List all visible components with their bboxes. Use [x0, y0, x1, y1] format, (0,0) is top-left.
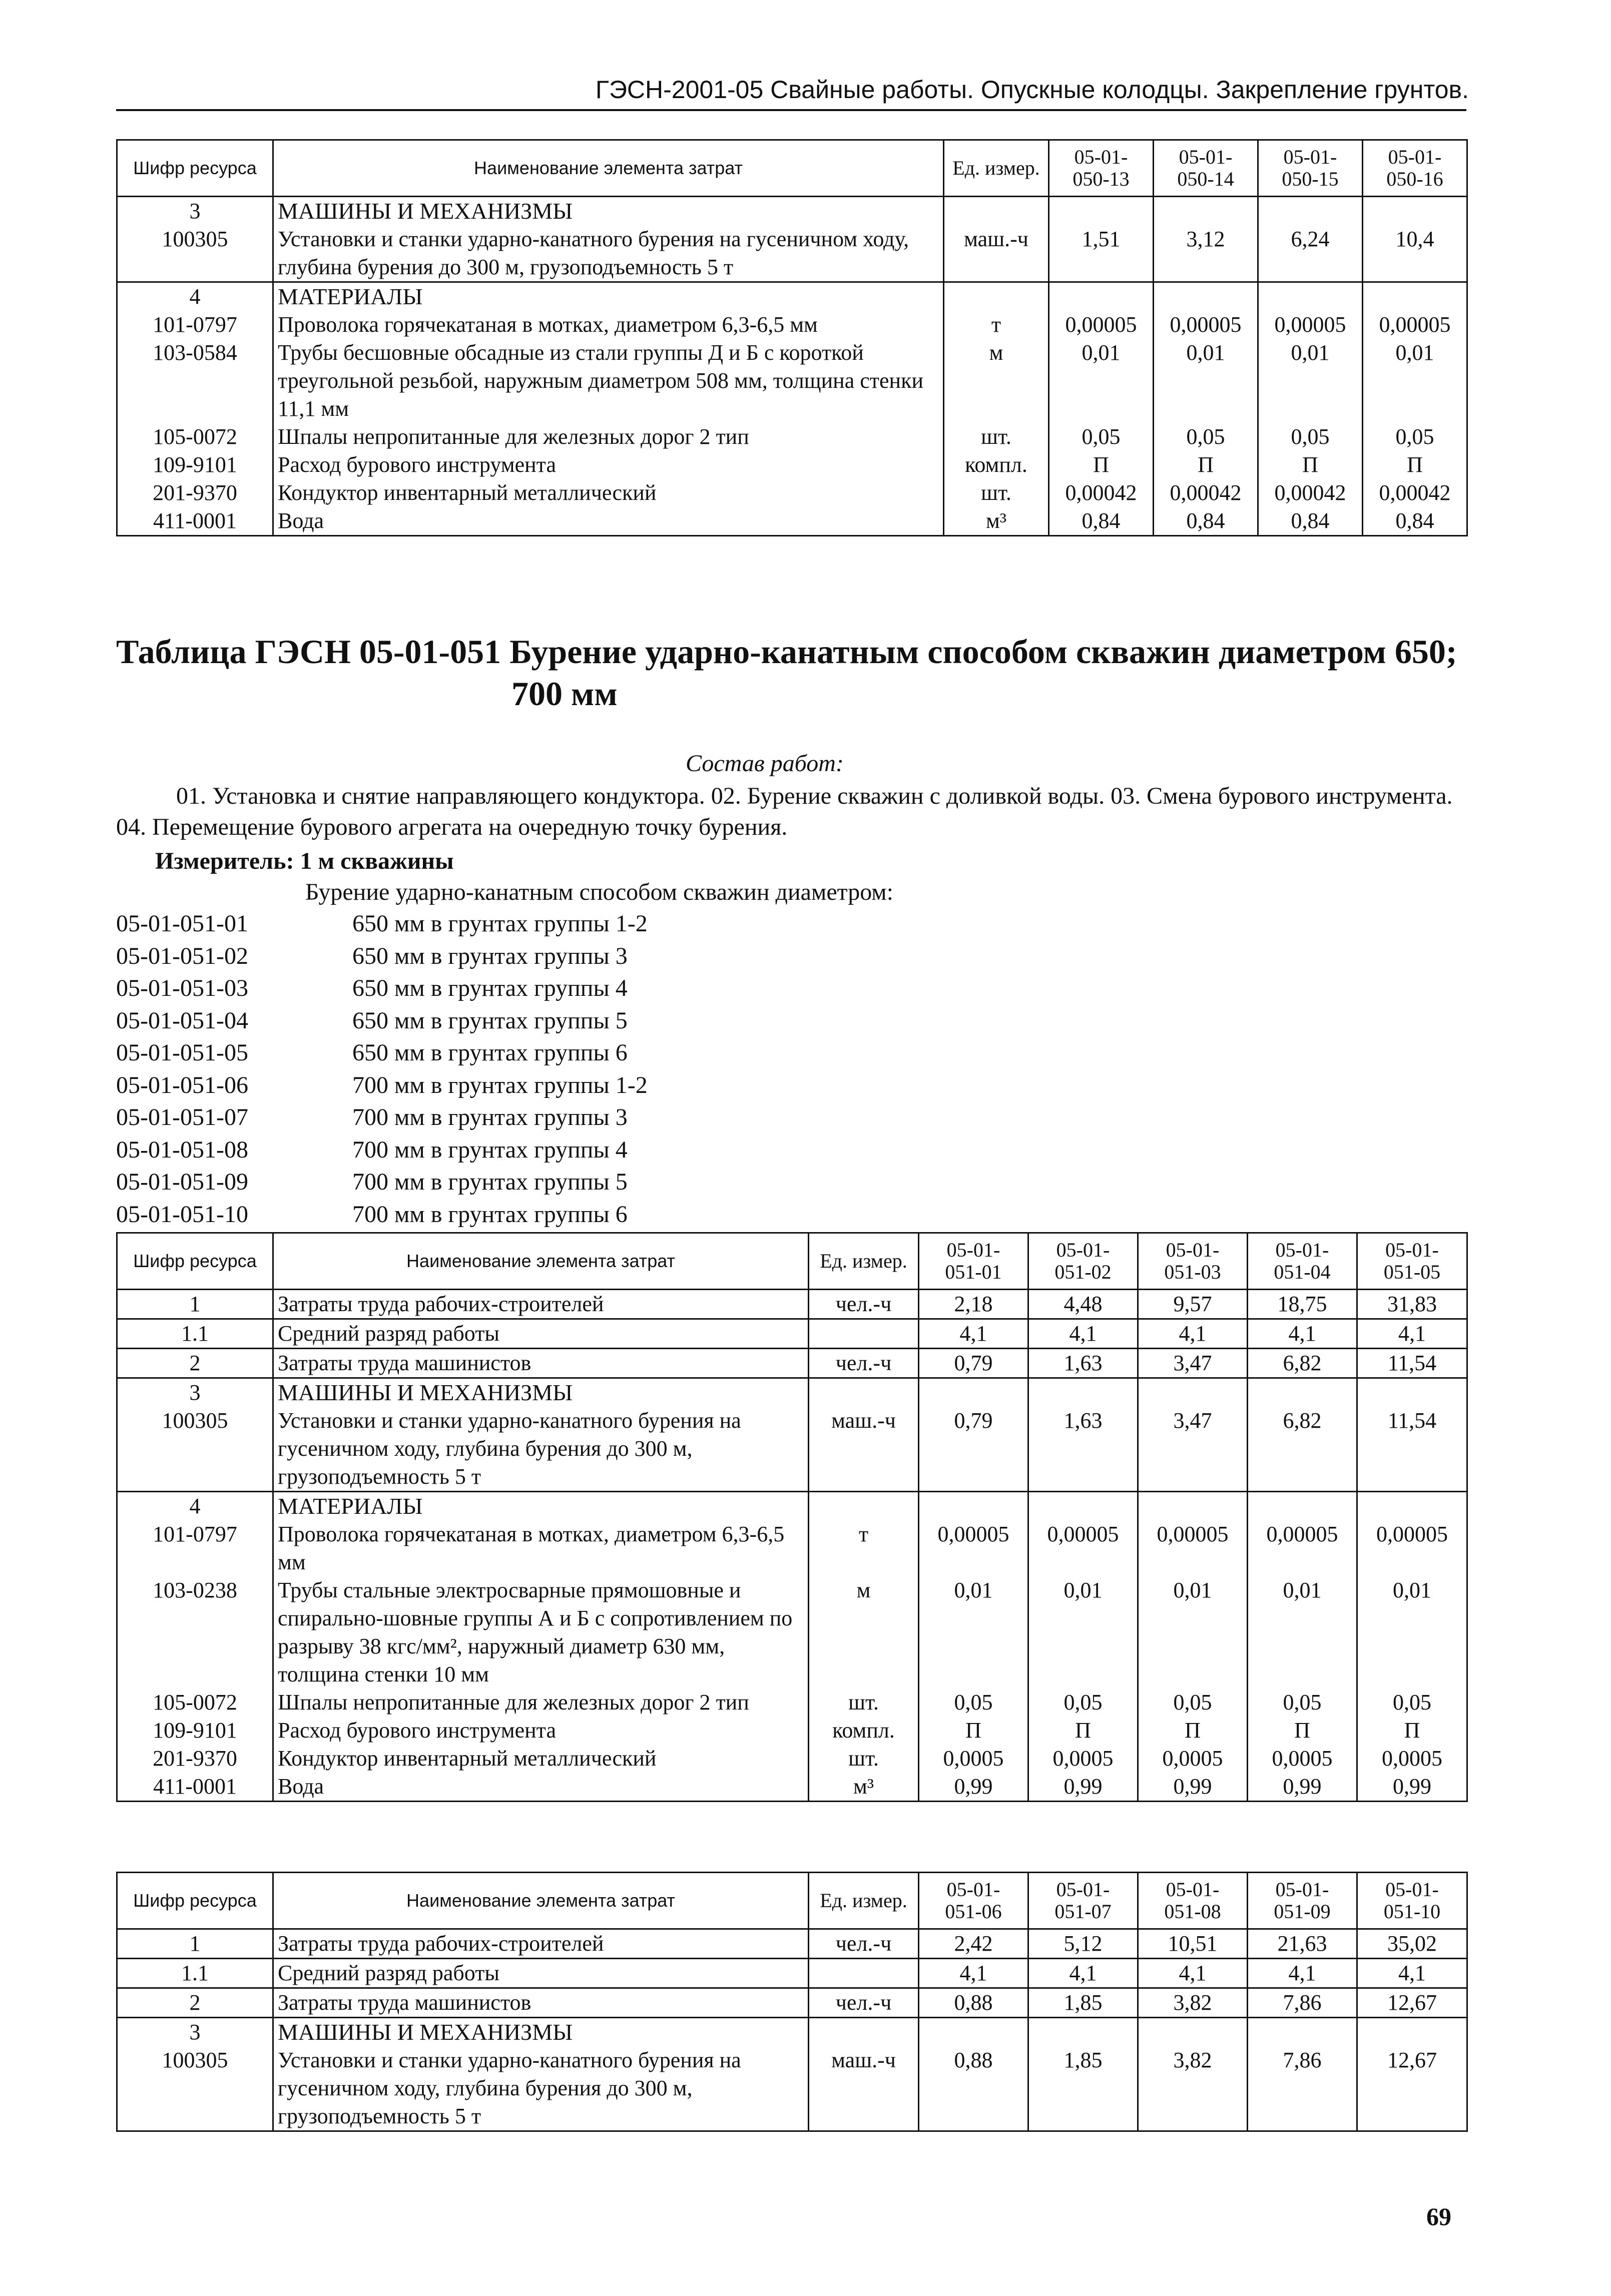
column-header: 05-01- 050-13: [1049, 140, 1154, 197]
resource-code: 100305: [117, 225, 273, 282]
resource-name: Затраты труда машинистов: [273, 1349, 809, 1378]
empty-cell: [1138, 2018, 1248, 2047]
norm-description: 700 мм в грунтах группы 6: [352, 1201, 628, 1228]
resource-name: Расход бурового инструмента: [273, 1716, 809, 1745]
value-cell: 0,0005: [919, 1745, 1028, 1773]
value-cell: 0,79: [919, 1349, 1028, 1378]
value-cell: 0,0005: [1138, 1745, 1248, 1773]
value-cell: 2,42: [919, 1929, 1028, 1959]
column-header: 05-01- 051-01: [919, 1233, 1028, 1290]
value-cell: 0,01: [1138, 1576, 1248, 1688]
value-cell: 1,85: [1028, 1988, 1138, 2018]
value-cell: 0,05: [1154, 423, 1258, 451]
resource-name: Проволока горячекатаная в мотках, диаметром 6,3-6,5 мм: [273, 1520, 809, 1576]
value-cell: 9,57: [1138, 1290, 1248, 1319]
column-header: Шифр ресурса: [117, 1233, 273, 1290]
value-cell: 4,1: [1248, 1959, 1357, 1988]
empty-cell: [1258, 197, 1363, 226]
value-cell: 0,00005: [1049, 311, 1154, 339]
empty-cell: [1357, 1492, 1467, 1521]
unit: т: [944, 311, 1049, 339]
unit: чел.-ч: [809, 1349, 919, 1378]
empty-cell: [944, 197, 1049, 226]
resource-name: Кондуктор инвентарный металлический: [273, 479, 944, 507]
value-cell: 3,47: [1138, 1349, 1248, 1378]
drilling-heading: Бурение ударно-канатным способом скважин диаметром:: [305, 879, 893, 905]
empty-cell: [919, 1492, 1028, 1521]
unit: м: [809, 1576, 919, 1688]
value-cell: 0,01: [1248, 1576, 1357, 1688]
value-cell: 0,05: [1028, 1688, 1138, 1716]
column-header: 05-01- 050-16: [1363, 140, 1467, 197]
table-row: [117, 451, 1467, 479]
resource-code: 1.1: [117, 1959, 273, 1988]
value-cell: 12,67: [1357, 2046, 1467, 2131]
norm-code: 05-01-051-05: [116, 1039, 248, 1066]
value-cell: 0,01: [919, 1576, 1028, 1688]
column-header: 05-01- 051-10: [1357, 1873, 1467, 1929]
norm-code: 05-01-051-10: [116, 1201, 248, 1228]
value-cell: 4,1: [1138, 1959, 1248, 1988]
table-row: [117, 1290, 1467, 1319]
table-header-row: [117, 140, 1467, 197]
value-cell: 4,1: [1028, 1319, 1138, 1349]
unit: шт.: [809, 1745, 919, 1773]
unit: маш.-ч: [944, 225, 1049, 282]
empty-cell: [1357, 2018, 1467, 2047]
unit: шт.: [944, 423, 1049, 451]
value-cell: 0,01: [1357, 1576, 1467, 1688]
table-row: [117, 1576, 1467, 1688]
value-cell: 0,84: [1154, 507, 1258, 536]
value-cell: 4,1: [1248, 1319, 1357, 1349]
section-title: МАШИНЫ И МЕХАНИЗМЫ: [273, 197, 944, 226]
value-cell: П: [1049, 451, 1154, 479]
value-cell: 0,05: [1248, 1688, 1357, 1716]
resource-code: 101-0797: [117, 311, 273, 339]
value-cell: 5,12: [1028, 1929, 1138, 1959]
table-row: [117, 1716, 1467, 1745]
resource-code: 105-0072: [117, 423, 273, 451]
value-cell: 1,63: [1028, 1407, 1138, 1492]
value-cell: 0,99: [1248, 1773, 1357, 1802]
value-cell: 0,84: [1049, 507, 1154, 536]
resource-name: Установки и станки ударно-канатного бурения на гусеничном ходу, глубина бурения до 300 м, грузоподъемность 5 т: [273, 1407, 809, 1492]
empty-cell: [1138, 1378, 1248, 1407]
section-row: [117, 1492, 1467, 1521]
resource-code: 2: [117, 1988, 273, 2018]
column-header: 05-01- 051-09: [1248, 1873, 1357, 1929]
table-title-line1: Таблица ГЭСН 05-01-051 Бурение ударно-канатным способом скважин диаметром 650;: [116, 633, 1457, 671]
table-row: [117, 1688, 1467, 1716]
column-header: 05-01- 051-07: [1028, 1873, 1138, 1929]
value-cell: 1,63: [1028, 1349, 1138, 1378]
norm-list: [116, 908, 648, 1231]
empty-cell: [809, 1378, 919, 1407]
norm-item: [116, 940, 648, 973]
value-cell: 18,75: [1248, 1290, 1357, 1319]
resource-code: 105-0072: [117, 1688, 273, 1716]
column-header: 05-01- 051-03: [1138, 1233, 1248, 1290]
value-cell: 0,01: [1258, 339, 1363, 423]
value-cell: 35,02: [1357, 1929, 1467, 1959]
resource-code: 201-9370: [117, 479, 273, 507]
unit: маш.-ч: [809, 2046, 919, 2131]
value-cell: 4,1: [1357, 1959, 1467, 1988]
value-cell: П: [919, 1716, 1028, 1745]
resource-name: Затраты труда рабочих-строителей: [273, 1929, 809, 1959]
value-cell: П: [1248, 1716, 1357, 1745]
empty-cell: [944, 282, 1049, 311]
column-header: 05-01- 051-05: [1357, 1233, 1467, 1290]
empty-cell: [1028, 1492, 1138, 1521]
norm-item: [116, 1199, 648, 1231]
value-cell: 3,82: [1138, 1988, 1248, 2018]
running-header: ГЭСН-2001-05 Свайные работы. Опускные колодцы. Закрепление грунтов.: [595, 76, 1469, 104]
resource-code: 201-9370: [117, 1745, 273, 1773]
value-cell: 0,05: [1357, 1688, 1467, 1716]
resource-code: 100305: [117, 2046, 273, 2131]
value-cell: 0,84: [1363, 507, 1467, 536]
table-row: [117, 1745, 1467, 1773]
column-header: Наименование элемента затрат: [273, 1873, 809, 1929]
resource-name: Шпалы непропитанные для железных дорог 2 тип: [273, 1688, 809, 1716]
value-cell: 0,00005: [1258, 311, 1363, 339]
empty-cell: [1049, 282, 1154, 311]
norm-item: [116, 908, 648, 940]
table-row: [117, 507, 1467, 536]
value-cell: 0,00042: [1154, 479, 1258, 507]
value-cell: 0,00005: [1363, 311, 1467, 339]
norm-code: 05-01-051-07: [116, 1104, 248, 1130]
norm-code: 05-01-051-03: [116, 975, 248, 1001]
resource-code: 4: [117, 282, 273, 311]
value-cell: 0,00042: [1363, 479, 1467, 507]
resource-code: 2: [117, 1349, 273, 1378]
norm-item: [116, 1166, 648, 1199]
value-cell: 6,82: [1248, 1407, 1357, 1492]
unit: шт.: [944, 479, 1049, 507]
norm-code: 05-01-051-09: [116, 1169, 248, 1195]
composition-heading: Состав работ:: [686, 750, 844, 777]
value-cell: 0,99: [919, 1773, 1028, 1802]
value-cell: 6,24: [1258, 225, 1363, 282]
norm-item: [116, 1005, 648, 1037]
value-cell: 4,1: [919, 1959, 1028, 1988]
empty-cell: [1248, 1378, 1357, 1407]
value-cell: 3,82: [1138, 2046, 1248, 2131]
norm-item: [116, 1037, 648, 1069]
unit: [809, 1319, 919, 1349]
value-cell: 11,54: [1357, 1407, 1467, 1492]
norm-description: 650 мм в грунтах группы 6: [352, 1039, 628, 1066]
value-cell: 0,01: [1154, 339, 1258, 423]
empty-cell: [1154, 197, 1258, 226]
value-cell: 21,63: [1248, 1929, 1357, 1959]
value-cell: 0,01: [1049, 339, 1154, 423]
norm-code: 05-01-051-08: [116, 1136, 248, 1163]
value-cell: 4,1: [919, 1319, 1028, 1349]
table-row: [117, 1520, 1467, 1576]
resource-code: 103-0584: [117, 339, 273, 423]
resource-code: 1.1: [117, 1319, 273, 1349]
page-number: 69: [1426, 2202, 1451, 2230]
norm-description: 700 мм в грунтах группы 1-2: [352, 1071, 648, 1098]
value-cell: 6,82: [1248, 1349, 1357, 1378]
norm-description: 700 мм в грунтах группы 4: [352, 1136, 628, 1163]
unit: чел.-ч: [809, 1988, 919, 2018]
resource-code: 1: [117, 1929, 273, 1959]
section-row: [117, 1378, 1467, 1407]
value-cell: 7,86: [1248, 1988, 1357, 2018]
resource-name: Проволока горячекатаная в мотках, диаметром 6,3-6,5 мм: [273, 311, 944, 339]
section-row: [117, 2018, 1467, 2047]
value-cell: 0,88: [919, 1988, 1028, 2018]
composition-text: 01. Установка и снятие направляющего кондуктора. 02. Бурение скважин с доливкой воды. 03. Смена бурового инструмента. 04. Перемещение бурового агрегата на очередную точку бурения.: [116, 783, 1453, 840]
resource-table-051-a: [116, 1232, 1468, 1802]
unit: [809, 1959, 919, 1988]
resource-code: 3: [117, 197, 273, 226]
value-cell: 0,00005: [1154, 311, 1258, 339]
unit: компл.: [944, 451, 1049, 479]
table-row: [117, 225, 1467, 282]
empty-cell: [809, 2018, 919, 2047]
resource-code: 100305: [117, 1407, 273, 1492]
value-cell: П: [1138, 1716, 1248, 1745]
resource-code: 411-0001: [117, 1773, 273, 1802]
table-header-row: [117, 1873, 1467, 1929]
norm-description: 700 мм в грунтах группы 5: [352, 1169, 628, 1195]
value-cell: 0,00042: [1258, 479, 1363, 507]
column-header: 05-01- 051-02: [1028, 1233, 1138, 1290]
value-cell: 7,86: [1248, 2046, 1357, 2131]
value-cell: 0,05: [1363, 423, 1467, 451]
norm-code: 05-01-051-04: [116, 1007, 248, 1034]
norm-item: [116, 1134, 648, 1167]
value-cell: 0,00005: [919, 1520, 1028, 1576]
resource-code: 411-0001: [117, 507, 273, 536]
resource-table-050: [116, 139, 1468, 536]
value-cell: П: [1363, 451, 1467, 479]
unit: компл.: [809, 1716, 919, 1745]
empty-cell: [809, 1492, 919, 1521]
value-cell: П: [1357, 1716, 1467, 1745]
resource-name: Трубы стальные электросварные прямошовные и спирально-шовные группы А и Б с сопротивлением по разрыву 38 кгс/мм², наружный диаметр 630 мм, толщина стенки 10 мм: [273, 1576, 809, 1688]
value-cell: 0,00005: [1138, 1520, 1248, 1576]
section-title: МАШИНЫ И МЕХАНИЗМЫ: [273, 2018, 809, 2047]
column-header: Ед. измер.: [944, 140, 1049, 197]
table-row: [117, 1319, 1467, 1349]
unit: чел.-ч: [809, 1929, 919, 1959]
resource-name: Трубы бесшовные обсадные из стали группы Д и Б с короткой треугольной резьбой, наружным диаметром 508 мм, толщина стенки 11,1 мм: [273, 339, 944, 423]
table-row: [117, 1959, 1467, 1988]
column-header: 05-01- 050-15: [1258, 140, 1363, 197]
value-cell: 0,0005: [1028, 1745, 1138, 1773]
empty-cell: [1154, 282, 1258, 311]
value-cell: 0,01: [1363, 339, 1467, 423]
column-header: 05-01- 051-08: [1138, 1873, 1248, 1929]
table-title: [116, 631, 1467, 715]
resource-code: 103-0238: [117, 1576, 273, 1688]
value-cell: П: [1028, 1716, 1138, 1745]
value-cell: 11,54: [1357, 1349, 1467, 1378]
resource-name: Расход бурового инструмента: [273, 451, 944, 479]
value-cell: 4,1: [1028, 1959, 1138, 1988]
value-cell: 3,47: [1138, 1407, 1248, 1492]
value-cell: 31,83: [1357, 1290, 1467, 1319]
resource-name: Установки и станки ударно-канатного бурения на гусеничном ходу, глубина бурения до 300 м, грузоподъемность 5 т: [273, 225, 944, 282]
empty-cell: [919, 1378, 1028, 1407]
empty-cell: [1138, 1492, 1248, 1521]
table-row: [117, 1349, 1467, 1378]
resource-code: 4: [117, 1492, 273, 1521]
meter-line: Измеритель: 1 м скважины: [155, 848, 454, 874]
value-cell: 0,05: [1138, 1688, 1248, 1716]
resource-code: 3: [117, 2018, 273, 2047]
value-cell: 0,88: [919, 2046, 1028, 2131]
value-cell: 4,1: [1138, 1319, 1248, 1349]
unit: т: [809, 1520, 919, 1576]
column-header: 05-01- 050-14: [1154, 140, 1258, 197]
norm-code: 05-01-051-02: [116, 942, 248, 969]
resource-code: 109-9101: [117, 451, 273, 479]
norm-description: 650 мм в грунтах группы 3: [352, 942, 628, 969]
value-cell: 1,85: [1028, 2046, 1138, 2131]
value-cell: 0,79: [919, 1407, 1028, 1492]
column-header: Шифр ресурса: [117, 1873, 273, 1929]
value-cell: 4,48: [1028, 1290, 1138, 1319]
empty-cell: [1258, 282, 1363, 311]
value-cell: П: [1258, 451, 1363, 479]
unit: шт.: [809, 1688, 919, 1716]
value-cell: 12,67: [1357, 1988, 1467, 2018]
norm-item: [116, 1069, 648, 1102]
value-cell: 0,84: [1258, 507, 1363, 536]
value-cell: 4,1: [1357, 1319, 1467, 1349]
unit: чел.-ч: [809, 1290, 919, 1319]
value-cell: 0,05: [1049, 423, 1154, 451]
section-row: [117, 282, 1467, 311]
resource-code: 101-0797: [117, 1520, 273, 1576]
empty-cell: [1049, 197, 1154, 226]
norm-description: 650 мм в грунтах группы 1-2: [352, 910, 648, 937]
column-header: 05-01- 051-04: [1248, 1233, 1357, 1290]
column-header: 05-01- 051-06: [919, 1873, 1028, 1929]
table-row: [117, 1773, 1467, 1802]
value-cell: 0,0005: [1357, 1745, 1467, 1773]
value-cell: 0,05: [1258, 423, 1363, 451]
resource-name: Затраты труда машинистов: [273, 1988, 809, 2018]
norm-code: 05-01-051-01: [116, 910, 248, 937]
table-header-row: [117, 1233, 1467, 1290]
value-cell: 3,12: [1154, 225, 1258, 282]
resource-name: Шпалы непропитанные для железных дорог 2 тип: [273, 423, 944, 451]
table-row: [117, 339, 1467, 423]
value-cell: 0,0005: [1248, 1745, 1357, 1773]
table-row: [117, 423, 1467, 451]
resource-name: Затраты труда рабочих-строителей: [273, 1290, 809, 1319]
header-rule: [116, 109, 1466, 111]
norm-description: 700 мм в грунтах группы 3: [352, 1104, 628, 1130]
resource-code: 1: [117, 1290, 273, 1319]
value-cell: 0,00042: [1049, 479, 1154, 507]
table-row: [117, 1988, 1467, 2018]
value-cell: 0,05: [919, 1688, 1028, 1716]
column-header: Наименование элемента затрат: [273, 1233, 809, 1290]
resource-code: 109-9101: [117, 1716, 273, 1745]
resource-name: Установки и станки ударно-канатного бурения на гусеничном ходу, глубина бурения до 300 м, грузоподъемность 5 т: [273, 2046, 809, 2131]
section-title: МАТЕРИАЛЫ: [273, 282, 944, 311]
value-cell: 10,51: [1138, 1929, 1248, 1959]
resource-table-051-b: [116, 1872, 1468, 2132]
resource-name: Вода: [273, 507, 944, 536]
resource-code: 3: [117, 1378, 273, 1407]
section-title: МАТЕРИАЛЫ: [273, 1492, 809, 1521]
empty-cell: [1248, 2018, 1357, 2047]
value-cell: 0,00005: [1248, 1520, 1357, 1576]
value-cell: 0,99: [1357, 1773, 1467, 1802]
unit: м³: [809, 1773, 919, 1802]
section-row: [117, 197, 1467, 226]
value-cell: 0,99: [1138, 1773, 1248, 1802]
value-cell: 1,51: [1049, 225, 1154, 282]
table-row: [117, 311, 1467, 339]
empty-cell: [1028, 2018, 1138, 2047]
column-header: Ед. измер.: [809, 1233, 919, 1290]
table-title-line2: 700 мм: [511, 675, 618, 713]
value-cell: 0,99: [1028, 1773, 1138, 1802]
unit: маш.-ч: [809, 1407, 919, 1492]
empty-cell: [919, 2018, 1028, 2047]
column-header: Шифр ресурса: [117, 140, 273, 197]
empty-cell: [1363, 197, 1467, 226]
norm-description: 650 мм в грунтах группы 5: [352, 1007, 628, 1034]
value-cell: 10,4: [1363, 225, 1467, 282]
resource-name: Кондуктор инвентарный металлический: [273, 1745, 809, 1773]
norm-item: [116, 1101, 648, 1134]
column-header: Наименование элемента затрат: [273, 140, 944, 197]
resource-name: Средний разряд работы: [273, 1319, 809, 1349]
value-cell: 0,00005: [1357, 1520, 1467, 1576]
table-row: [117, 1407, 1467, 1492]
table-row: [117, 479, 1467, 507]
unit: м³: [944, 507, 1049, 536]
unit: м: [944, 339, 1049, 423]
value-cell: 0,01: [1028, 1576, 1138, 1688]
resource-name: Средний разряд работы: [273, 1959, 809, 1988]
empty-cell: [1357, 1378, 1467, 1407]
value-cell: П: [1154, 451, 1258, 479]
column-header: Ед. измер.: [809, 1873, 919, 1929]
norm-code: 05-01-051-06: [116, 1071, 248, 1098]
value-cell: 0,00005: [1028, 1520, 1138, 1576]
table-row: [117, 1929, 1467, 1959]
empty-cell: [1248, 1492, 1357, 1521]
resource-name: Вода: [273, 1773, 809, 1802]
empty-cell: [1363, 282, 1467, 311]
table-row: [117, 2046, 1467, 2131]
value-cell: 2,18: [919, 1290, 1028, 1319]
norm-item: [116, 972, 648, 1005]
norm-description: 650 мм в грунтах группы 4: [352, 975, 628, 1001]
empty-cell: [1028, 1378, 1138, 1407]
section-title: МАШИНЫ И МЕХАНИЗМЫ: [273, 1378, 809, 1407]
